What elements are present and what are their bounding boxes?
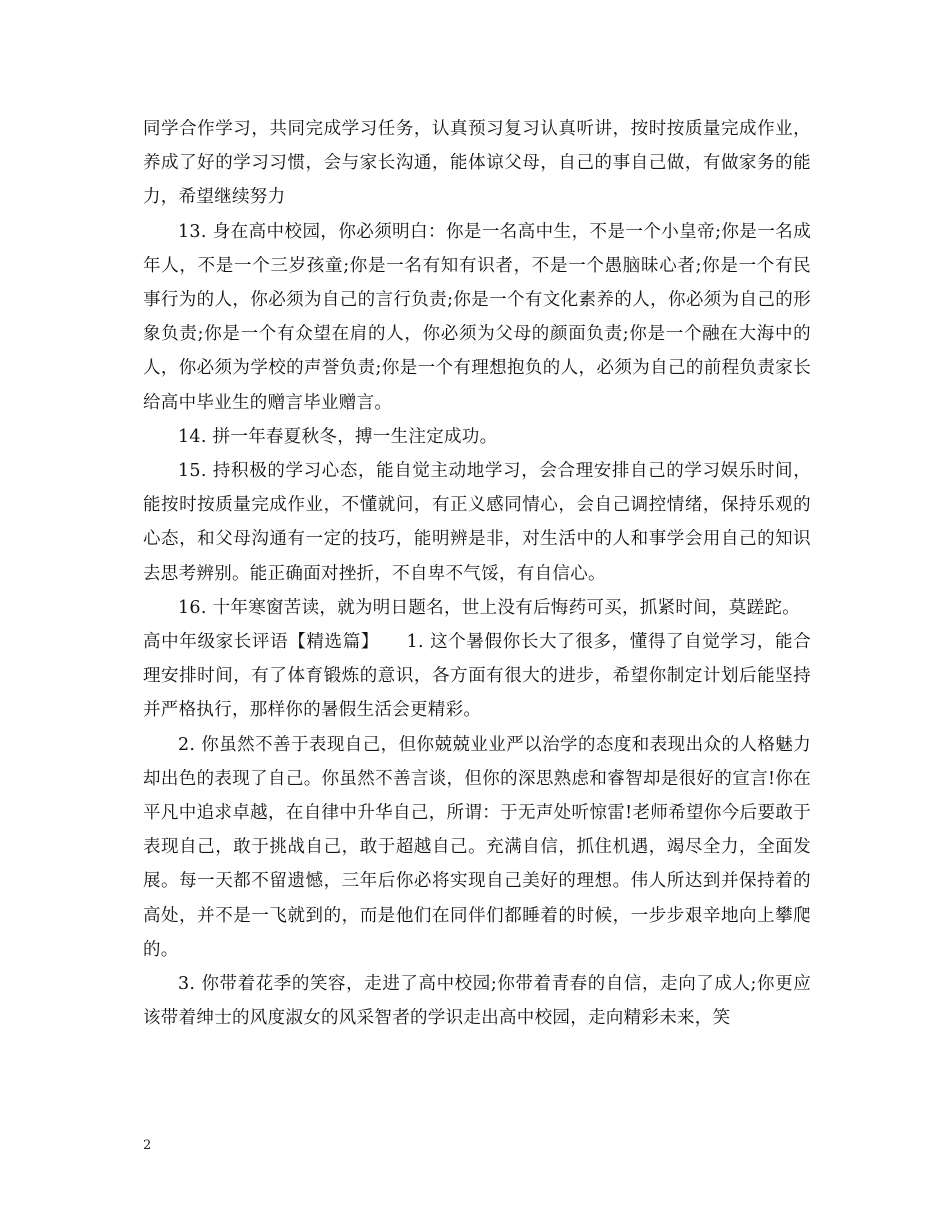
paragraph-item-3: 3. 你带着花季的笑容，走进了高中校园;你带着青春的自信，走向了成人;你更应该带着绅士的风度淑女的风采智者的学识走出高中校园，走向精彩未来，笑 <box>143 974 811 1029</box>
paragraph-item-14: 14. 拼一年春夏秋冬，搏一生注定成功。 <box>178 426 498 447</box>
paragraph-continuation: 同学合作学习，共同完成学习任务，认真预习复习认真听讲，按时按质量完成作业，养成了好的学习习惯，会与家长沟通，能体谅父母，自己的事自己做，有做家务的能力，希望继续努力 <box>143 119 811 208</box>
paragraph-item-2: 2. 你虽然不善于表现自己，但你兢兢业业严以治学的态度和表现出众的人格魅力却出色的表现了自己。你虽然不善言谈，但你的深思熟虑和睿智却是很好的宣言!你在平凡中追求卓越，在自律中升华自己，所谓：于无声处听惊雷!老师希望你今后要敢于表现自己，敢于挑战自己，敢于超越自己。充满自信，抓住机遇，竭尽全力，全面发展。每一天都不留遗憾，三年后你必将实现自己美好的理想。伟人所达到并保持着的高处，并不是一飞就到的，而是他们在同伴们都睡着的时候，一步步艰辛地向上攀爬的。 <box>143 734 811 960</box>
paragraph-item-15: 15. 持积极的学习心态，能自觉主动地学习，会合理安排自己的学习娱乐时间，能按时按质量完成作业，不懂就问，有正义感同情心，会自己调控情绪，保持乐观的心态，和父母沟通有一定的技巧，能明辨是非，对生活中的人和事学会用自己的知识去思考辨别。能正确面对挫折，不自卑不气馁，有自信心。 <box>143 461 811 584</box>
page-number: 2 <box>143 1138 152 1153</box>
section-heading-paragraph: 高中年级家长评语【精选篇】 1. 这个暑假你长大了很多，懂得了自觉学习，能合理安排时间，有了体育锻炼的意识，各方面有很大的进步，希望你制定计划后能坚持并严格执行，那样你的暑假生活会更精彩。 <box>143 632 811 721</box>
paragraph-item-13: 13. 身在高中校园，你必须明白：你是一名高中生，不是一个小皇帝;你是一名成年人，不是一个三岁孩童;你是一名有知有识者，不是一个愚脑昧心者;你是一个有民事行为的人，你必须为自己的言行负责;你是一个有文化素养的人，你必须为自己的形象负责;你是一个有众望在肩的人，你必须为父母的颜面负责;你是一个融在大海中的人，你必须为学校的声誉负责;你是一个有理想抱负的人，必须为自己的前程负责家长给高中毕业生的赠言毕业赠言。 <box>143 221 811 413</box>
document-body <box>143 112 811 1035</box>
paragraph-item-16: 16. 十年寒窗苦读，就为明日题名，世上没有后悔药可买，抓紧时间，莫蹉跎。 <box>178 597 800 618</box>
